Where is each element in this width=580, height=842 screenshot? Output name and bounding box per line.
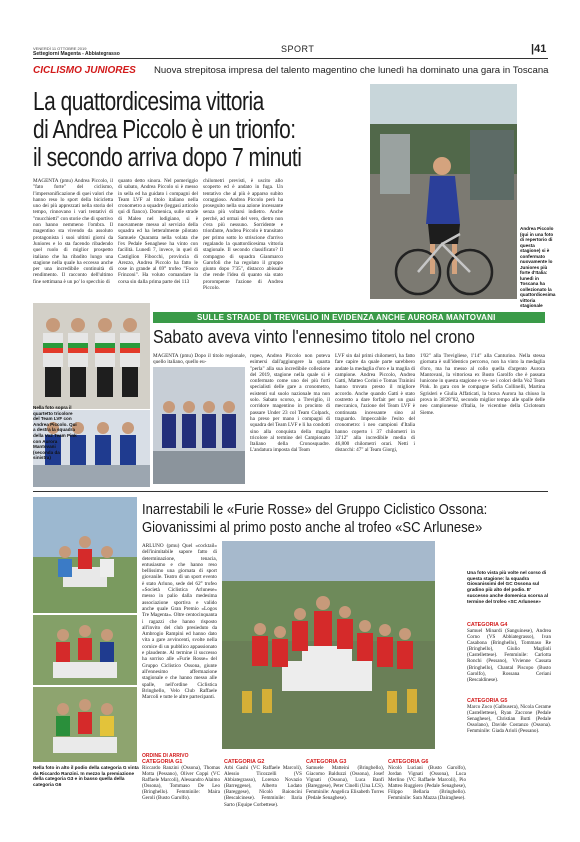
team-lvf-illustration	[33, 303, 150, 409]
article1-kicker: CICLISMO JUNIORES	[33, 65, 136, 76]
article1-column-2: quanto detto sinora. Nel pomeriggio di sabato, Andrea Piccolo si è messo in sella ed ha guidato i compagni del Team LVF al titolo italiano nella cronometro a squadre (leggasi articolo qui di fianco). Domenica, sulle strade di Maleo nel lodigiano, si è nuovamente messo al servizio della squadra ed ha letteralmente pilotato Samuele Quaranta nella volata che l'ex Pedale Senaghese ha vinto con facilità. Lunedì 7, invece, in quel di Castiglion Fibocchi, provincia di Arezzo, Andrea Piccolo ha fatto le cose in grande al 69° trofeo "Fosco Frinzoni". Ha voluto comandare la corsa sin dalla prima parte dei 113	[118, 178, 198, 285]
results-title: ORDINE DI ARRIVO	[142, 753, 189, 759]
podium-g3-illustration	[33, 615, 137, 685]
article3-caption-left: Nella foto in alto il podio della categoria G vinta da Riccardo Ranzini. In mezzo la premiazione della categoria G3 e in basso quella della categoria G6	[33, 765, 139, 787]
article3-caption-right: Una foto vista più volte nel corso di questa stagione: la squadra Giovanissimi del GC Ossona sul gradino più alto del podio. E' successo anche domenica scorsa al termine del trofeo «SC Arlunese»	[467, 570, 549, 604]
article2-headline: Sabato aveva vinto l'ennesimo titolo nel crono	[153, 327, 475, 347]
article3-headline	[142, 501, 542, 537]
header-section: SPORT	[281, 44, 315, 54]
headline-line2: di Andrea Piccolo è un trionfo:	[33, 116, 296, 144]
aurora-mantovani-photo	[153, 367, 245, 484]
headline-line2: Giovanissimi al primo posto anche al trofeo «SC Arlunese»	[142, 519, 483, 536]
category-body: Riccardo Ranzini (Ossona), Thomas Motta (Pessano), Oliver Coppi (VC Raffaele Marcoli), Alessandro Alaimo (Ossona), Tommaso De Leo (Bringhello). Femminile: Maira Geroli (Busto Garolfo).	[142, 765, 220, 802]
podium-g6-illustration	[33, 687, 137, 762]
category-title: CATEGORIA G2	[224, 759, 265, 765]
category-title: CATEGORIA G3	[306, 759, 347, 765]
article2-column-3: LVF sin dal primi chilometri, ha fatto fare capire da quale parte sarebbero andate la medaglia d'oro e la maglia di campione. Andrea Piccolo, Andrea Gatti, Matteo Corini e Tomas Trainini hanno trovato presto il migliore accordo. Anche quando Gatti è stato costretto a dare forfait per un guai meccanico, l'azione del Team LVF è continuata incessante sino al traguardo. Impeccabile l'esito del cronometro: i neo campioni d'Italia hanno coperto i 37 chilometri in 33'12" alla incredibile media di 46,800 chilometri orari. Netti i distacchi: 47" al Team Giorgi,	[335, 353, 415, 454]
category-body: Samuel Minardi (Sanguinese), Andrea Corno (VS Abbiategrasso), Ivan Casabona (Bringhello), Tommaso Re (Bringhello), Giulio Maglioli (Castellettese). Femminile: Carlotta Ronchi (Pessano), Vivienne Cassata (Bringhello), Chantal Piscopo (Busto Garolfo), Rossana Ceriani (Rescaldinese).	[467, 628, 551, 683]
category-title: CATEGORIA G4	[467, 622, 508, 628]
category-title: CATEGORIA G1	[142, 759, 183, 765]
podium-g6-photo	[33, 687, 137, 762]
article2-kicker: SULLE STRADE DI TREVIGLIO IN EVIDENZA ANCHE AURORA MANTOVANI	[197, 313, 496, 322]
header-paper: Settegiorni Magenta - Abbiategrasso	[33, 51, 120, 57]
article2-column-2: ropeo, Andrea Piccolo non poteva esimersi dall'aggiungere la quarta "perla" alla sua incredibile collezione del 2019, stagione nella quale si è confermato come uno dei più forti specialisti delle gare a cronometro, esistenti sul suolo nazionale ma non solo. Sabato scorso, a Treviglio, il corridore magentino in procinto di passare Under 23 col Team Colpack, ha preso per mano i compagni di squadra del Team LVF e li ha condotti sino alla conquista della maglia tricolore al termine del Campionato Italiano della Cronosquadre. L'andatura imposta dal Team	[250, 353, 330, 454]
article2-column-1: MAGENTA (pmu) Dopo il titolo regionale, quello italiano, quello eu-	[153, 353, 246, 366]
results-category-g4	[467, 622, 551, 683]
article2-kicker-bar	[153, 312, 545, 323]
article1-column-1: MAGENTA (pmu) Andrea Piccolo, il "fato forte" del ciclismo, l'impersonificazione di quei valori che hanno reso lo sport della bicicletta uno dei più apprezzati nella storia del tempo, rinnovano i vari tentativi di "mucchietti" con storie che di sportivo non hanno nemmeno l'ombra. Il magentino sta vivendo da assoluto protagonista i suoi ultimi giorni da Juniores e lo sta facendo ribadendo quel ruolo di miglior prospetto italiano che ha ribadito lungo una stagione nella quale ha eccesso anche per una incredibile continuità di rendimento. Il racconto dell'ultimo fine settimana è un po' lo specchio di	[33, 178, 113, 285]
cyclist-illustration	[370, 84, 517, 299]
article1-caption: Andrea Piccolo (qui in una foto di repertorio di questa stagione) si è confermato nuovamente lo Juniores più forte d'Italia: lunedì in Toscana ha collezionato la quattordicesima vittoria stagionale	[520, 226, 556, 308]
results-category-g1	[142, 759, 220, 802]
gc-ossona-illustration	[222, 541, 435, 749]
category-body: Nicolò Luciani (Busto Garolfo), Jordan Vignati (Ossona), Luca Merlino (VC Raffaele Marcoli), Pio Matteo Ruggiero (Pedale Senaghese), Filippo Bellaria (Bringhello). Femminile: Sara Mazza (Dairaghese).	[388, 765, 466, 802]
article1-headline	[33, 88, 304, 172]
results-category-g3	[306, 759, 384, 802]
header-date: VENERDÌ 11 OTTOBRE 2019	[33, 46, 87, 51]
header-rule	[33, 58, 548, 59]
page-header	[33, 43, 548, 58]
podium-g1-photo	[33, 497, 137, 613]
results-category-g5	[467, 698, 551, 734]
results-category-g2	[224, 759, 302, 808]
results-category-g6	[388, 759, 466, 802]
article1-column-3: chilometri previsti, è uscito allo scoperto ed è andato in fuga. Un tentativo che al più è apparso subito coraggioso. Andrea Piccolo però ha proseguito nella sua azione incessante senza più voltarsi indietro. Anche perché, ad ormai del vero, dietro non c'era più nessuno. Sorridente e trionfante, Andrea Piccolo è transitato per primo sotto lo striscione d'arrivo regalando la quattordicesima vittoria stagionale. Il secondo classificato? Il compagno di squadra Gianmarco Garofoli che ha regolato il gruppo giunto dopo 7'35", distacco abissale che rende l'idea di quanto sia stato prorompente l'azione di Andrea Piccolo.	[203, 178, 283, 292]
gc-ossona-podium-photo	[222, 541, 435, 749]
category-body: Arbi Gashi (VC Raffaele Marcoli), Alessio Ticozzelli (VS Abbiategrasso), Lorenzo Novazio (Barreggese), Alberto Lodato (Bareggese), Nicolò Baioncini (Bescalcinese). Femminile: Ilaria Sarto (Equipe Corbettese).	[224, 765, 302, 808]
article2-caption: Nella foto sopra il quartetto tricolore del Team LVF con Andrea Piccolo. Qui a destra la squadra della Vo2 Team Pink con Aurora Mantovani (seconda da sinistra)	[33, 405, 77, 461]
article2-column-4: 1'02" alla Trevigliese, 1'14" alla Canturino. Nella stessa giornata è sull'identico percorso, non ha vinto la medaglia d'oro, ma ha messo al collo quella d'argento Aurora Mantovani, la vittoriosa ex Busto Garolfo che è passata lunicone in questa stagione e vo- se i colori della Vo2 Team Pink. In gara con le compagne Sofia Collinelli, Martina Sgrisleri e Giulia Affaticati, la brava Aurora ha chiuso la prova in 38'28"82, secondo miglior tempo alle spalle delle neo campionesse d'Italia, le vicentine della Cicloteam Sieme.	[420, 353, 545, 416]
section-divider	[33, 491, 548, 492]
article3-column-1: ARLUNO (pmu) Quel «cocktail» dell'inimitabile sapore fatto di determinazione, tenacia, entusiasmo e che hanno reso bellissimo una giornata di sport giovanile. Teatro di un sport evento è stato Arluno, sede del 62° trofeo «Società Ciclistica Arlunese» messo in palio dalla medesima associazione sportiva e valido anche quale Gran Premio «Logos Tre Magenta». Oltre centocinquanta i ragazzi che hanno risposto all'invito del club presieduto da Ambrogio Rampini ed hanno dato vita a gare avvincenti, svolte nella cornice di un pubblico appassionato e plaudente. Al termine il successo ha sorriso alle «Furie Rosse» del Gruppo Ciclistico Ossona, giunte all'ennesimo affermazione stagionale e che hanno messo alle spalle, nell'ordine Ciclistica Bringhello, Velo Club Raffaele Marcoli e tutte le altre partecipanti.	[142, 543, 217, 701]
article1-subtitle: Nuova strepitosa impresa del talento magentino che lunedì ha dominato una gara in Toscana	[154, 65, 549, 76]
category-title: CATEGORIA G5	[467, 698, 508, 704]
category-body: Samuele Matteini (Bringhello), Giacomo Balduzzi (Ossona), Josef Vignati (Ossona), Luca Banfi (Bareggese), Peter Cinelli (Una LCS). Femminile: Angelica Elisabeth Torres (Pedale Senaghese).	[306, 765, 384, 802]
team-lvf-photo	[33, 303, 150, 409]
article1-kicker-line	[33, 64, 548, 80]
header-page-number: |41	[531, 43, 547, 55]
category-body: Marco Zoco (Galbusera), Nicola Cerame (Castellettese), Ryan Zaccone (Pedale Senaghese), Christian Butti (Pedale Ossolano), Davide Costanzo (Ossona). Femminile: Giada Arioli (Pessano).	[467, 704, 551, 735]
podium-g3-photo	[33, 615, 137, 685]
category-title: CATEGORIA G6	[388, 759, 429, 765]
cyclist-photo	[370, 84, 517, 299]
headline-line1: Inarrestabili le «Furie Rosse» del Gruppo Ciclistico Ossona:	[142, 501, 488, 518]
headline-line1: La quattordicesima vittoria	[33, 88, 264, 116]
aurora-team-illustration	[153, 367, 245, 484]
podium-g1-illustration	[33, 497, 137, 613]
headline-line3: il secondo arriva dopo 7 minuti	[33, 144, 302, 172]
